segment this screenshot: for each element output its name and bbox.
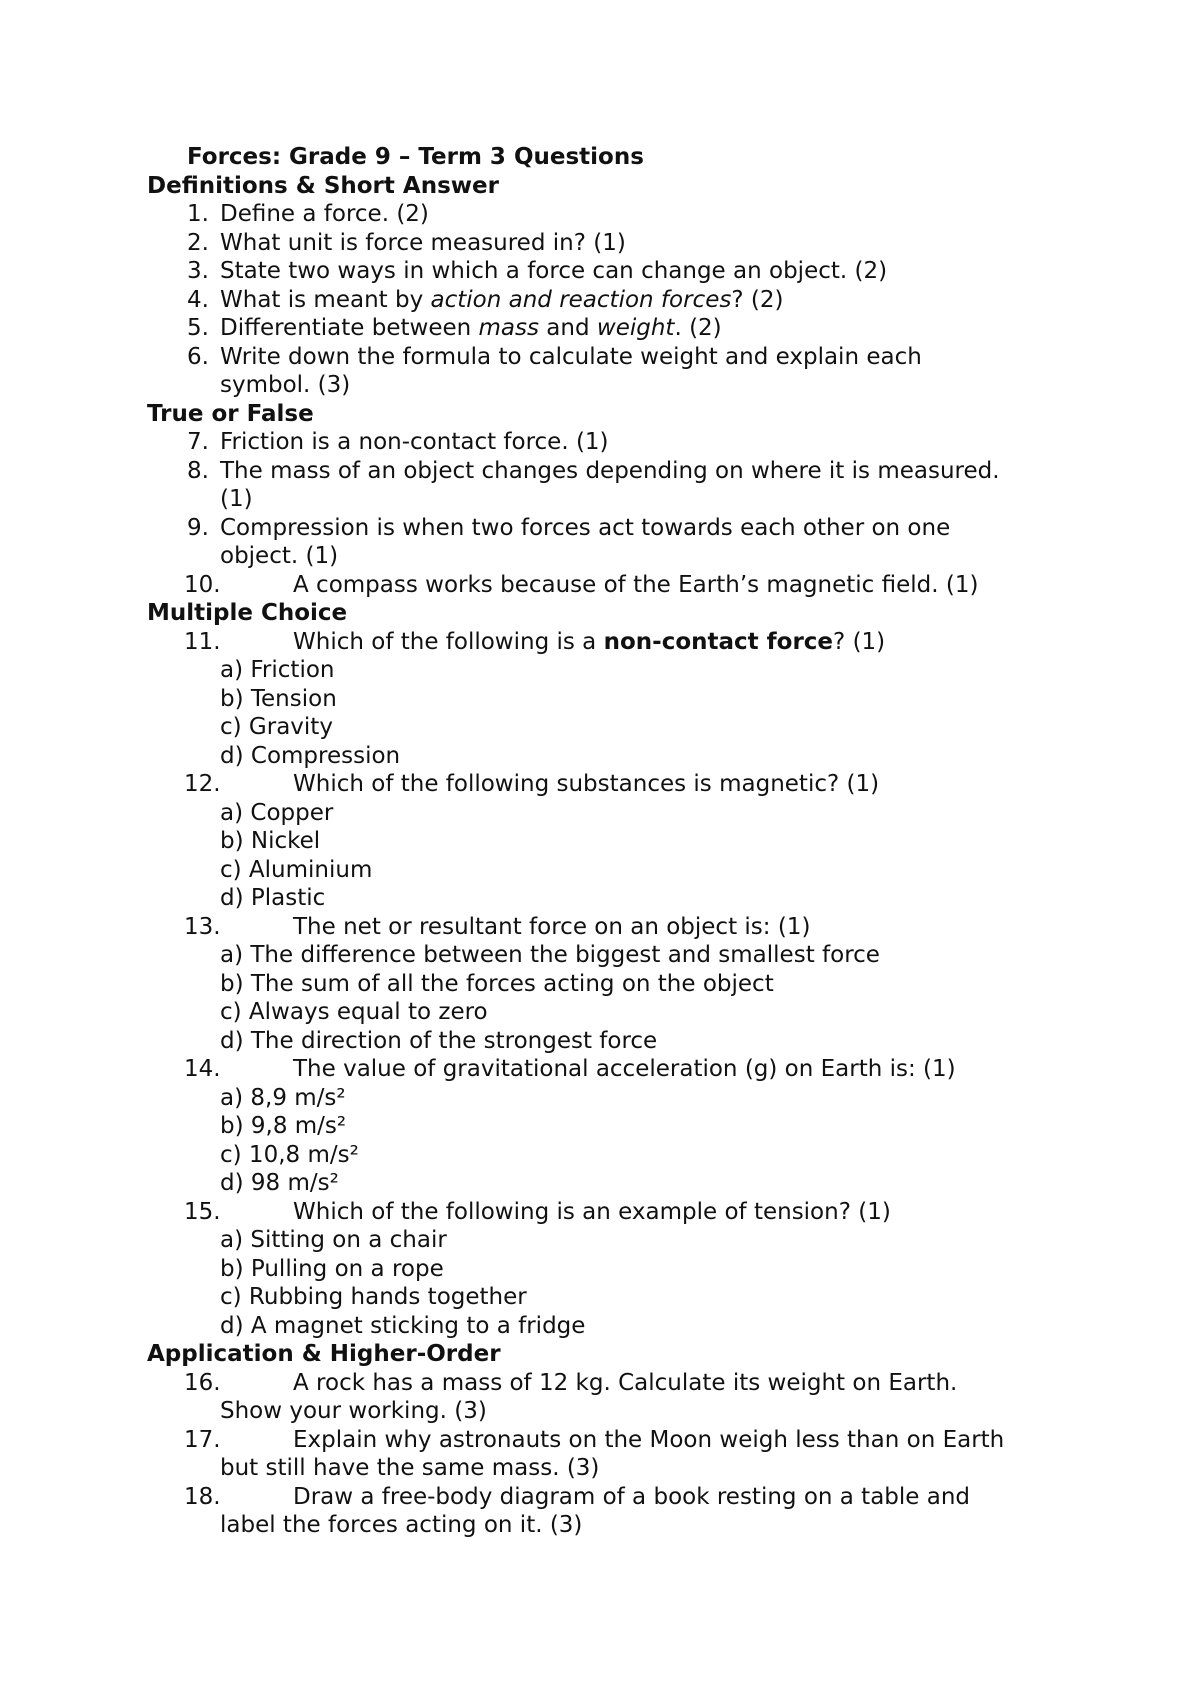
question-number: 2.: [187, 229, 209, 256]
question-text: [220, 628, 1077, 657]
question-number: 9.: [187, 514, 209, 541]
question-text-line1: A rock has a mass of 12 kg. Calculate its weight on Earth.: [293, 1369, 958, 1396]
question-10: [147, 571, 1077, 600]
question-text-bold: non-contact force: [603, 628, 834, 655]
question-number: 7.: [187, 429, 209, 455]
page-title: Forces: Grade 9 – Term 3 Questions: [187, 144, 644, 170]
question-8: [147, 457, 1077, 514]
question-9: [147, 514, 1077, 571]
option: a) 8,9 m/s²: [220, 1084, 346, 1111]
question-18: [147, 1483, 1077, 1540]
question-number: 10.: [184, 571, 221, 598]
question-text: Which of the following is an example of tension? (1): [293, 1198, 891, 1225]
question-number: 3.: [187, 258, 209, 284]
question-number: 15.: [184, 1198, 221, 1225]
option: d) The direction of the strongest force: [220, 1027, 658, 1054]
section-heading-definitions: Definitions & Short Answer: [147, 172, 499, 199]
question-15: [147, 1198, 1077, 1227]
question-number: 1.: [187, 201, 209, 227]
question-text-mid: and: [539, 315, 597, 341]
question-text-line2: Show your working. (3): [220, 1398, 487, 1424]
question-text: The value of gravitational acceleration (g) on Earth is: (1): [293, 1056, 956, 1082]
option: b) The sum of all the forces acting on the object: [220, 970, 774, 997]
option: a) Friction: [220, 657, 335, 683]
option: d) A magnet sticking to a fridge: [220, 1312, 586, 1339]
question-text-emphasis: mass: [478, 315, 539, 341]
question-text-line2: but still have the same mass. (3): [220, 1455, 600, 1481]
question-5: [147, 314, 1077, 343]
question-text-line1: The mass of an object changes depending on where it is measured.: [220, 457, 1000, 484]
question-number: 11.: [184, 628, 221, 655]
option: a) Copper: [220, 799, 334, 826]
option: c) Gravity: [220, 714, 333, 740]
question-text: What unit is force measured in? (1): [220, 229, 626, 256]
option: b) Tension: [220, 685, 337, 712]
option: c) Rubbing hands together: [220, 1284, 527, 1310]
question-14: [147, 1055, 1077, 1084]
section-heading-multiple-choice: Multiple Choice: [147, 600, 348, 626]
question-number: 14.: [184, 1056, 221, 1082]
question-16: [147, 1369, 1077, 1426]
question-text: A compass works because of the Earth’s magnetic field. (1): [293, 571, 979, 598]
question-3: [147, 257, 1077, 286]
question-7: [147, 428, 1077, 457]
worksheet: [147, 143, 1077, 1540]
question-text-pre: Which of the following is a: [293, 628, 604, 655]
question-1: [147, 200, 1077, 229]
option: c) Aluminium: [220, 856, 373, 883]
section-heading-application: Application & Higher-Order: [147, 1341, 501, 1367]
question-number: 6.: [187, 343, 209, 370]
question-number: 5.: [187, 315, 209, 341]
option: d) 98 m/s²: [220, 1170, 339, 1196]
question-number: 8.: [187, 457, 209, 484]
question-2: [147, 229, 1077, 258]
question-text: Friction is a non-contact force. (1): [220, 429, 609, 455]
option: c) 10,8 m/s²: [220, 1141, 359, 1168]
question-text-post: ? (2): [731, 286, 784, 313]
option: d) Compression: [220, 742, 401, 769]
question-text: The net or resultant force on an object is: (1): [293, 913, 811, 940]
question-text: Define a force. (2): [220, 201, 429, 227]
question-text-line2: object. (1): [220, 543, 339, 569]
question-text-emphasis: weight: [596, 315, 675, 341]
question-text-emphasis: action and reaction forces: [430, 286, 732, 313]
question-text-line1: Explain why astronauts on the Moon weigh less than on Earth: [293, 1426, 1005, 1453]
question-text-pre: Differentiate between: [220, 315, 479, 341]
question-text-post: ? (1): [833, 628, 886, 655]
question-text: Which of the following substances is magnetic? (1): [293, 771, 880, 797]
question-number: 4.: [187, 286, 209, 313]
question-number: 17.: [184, 1426, 221, 1453]
question-text: State two ways in which a force can change an object. (2): [220, 258, 888, 284]
question-number: 13.: [184, 913, 221, 940]
question-text-line2: (1): [220, 486, 253, 512]
question-text-post: . (2): [674, 315, 722, 341]
question-text-line2: symbol. (3): [220, 372, 351, 398]
question-text-line1: Write down the formula to calculate weight and explain each: [220, 343, 922, 370]
question-13: [147, 913, 1077, 942]
option: c) Always equal to zero: [220, 999, 488, 1025]
option: d) Plastic: [220, 885, 326, 911]
option: a) The difference between the biggest and smallest force: [220, 942, 880, 968]
question-4: [147, 286, 1077, 315]
option: a) Sitting on a chair: [220, 1227, 447, 1253]
question-text-line2: label the forces acting on it. (3): [220, 1512, 583, 1538]
question-number: 16.: [184, 1369, 221, 1396]
question-11: [147, 628, 1077, 657]
question-text-line1: Compression is when two forces act towards each other on one: [220, 514, 951, 541]
question-number: 12.: [184, 771, 221, 797]
question-text-pre: What is meant by: [220, 286, 431, 313]
section-heading-true-false: True or False: [147, 400, 314, 427]
question-number: 18.: [184, 1483, 221, 1510]
option: b) Nickel: [220, 828, 321, 854]
option: b) 9,8 m/s²: [220, 1113, 347, 1139]
question-12: [147, 770, 1077, 799]
question-6: [147, 343, 1077, 400]
question-17: [147, 1426, 1077, 1483]
question-text-line1: Draw a free-body diagram of a book resting on a table and: [293, 1483, 971, 1510]
option: b) Pulling on a rope: [220, 1255, 444, 1282]
